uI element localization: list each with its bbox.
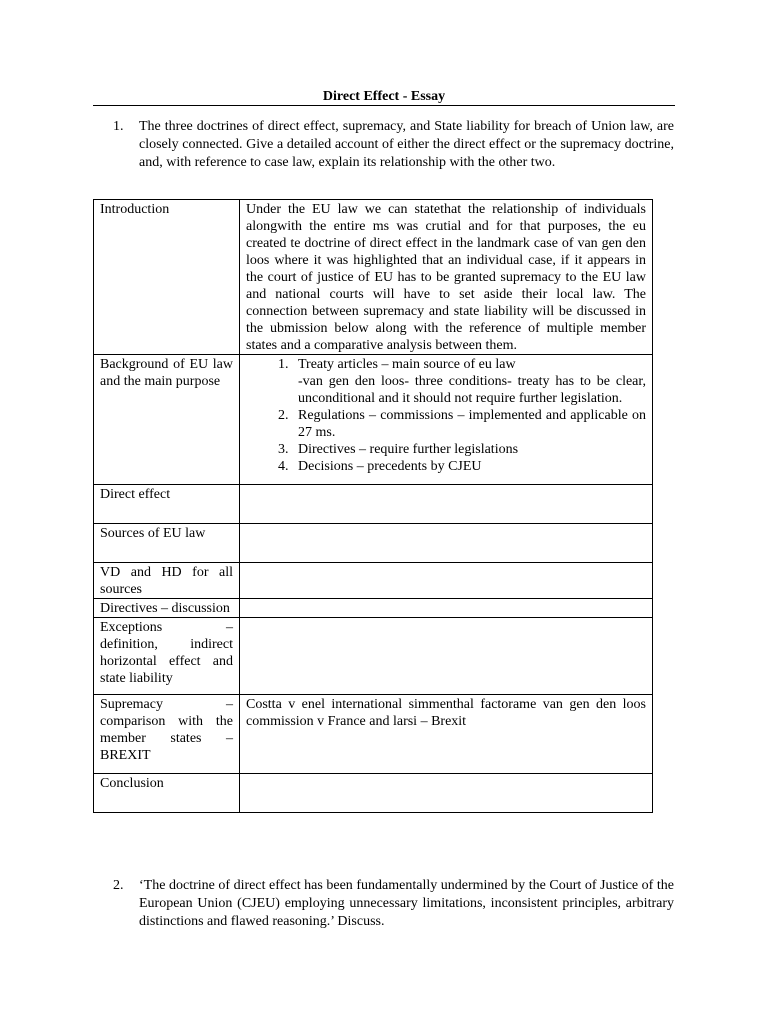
list-item bbox=[292, 407, 646, 441]
row-content bbox=[240, 618, 653, 695]
list-item-subtext: -van gen den loos- three conditions- treaty has to be clear, unconditional and it should not require further legislation. bbox=[298, 374, 646, 406]
list-item-text: Directives – require further legislations bbox=[298, 442, 519, 457]
list-item bbox=[292, 356, 646, 407]
row-content: Under the EU law we can statethat the relationship of individuals alongwith the entire ms was crutial and for that purposes, the eu created te doctrine of direct effect in the landmark case of van gen den loos where it was highlighted that an individual case, if it appears in the court of justice of EU has to be granted supremacy to the EU law and national courts will have to set aside their local law. The connection between supremacy and state liability will be discussed in the ubmission below along with the reference of multiple member states and a comparative analysis between them. bbox=[240, 200, 653, 355]
list-item bbox=[292, 441, 646, 458]
row-label: Background of EU law and the main purpose bbox=[94, 355, 240, 485]
table-row bbox=[94, 599, 653, 618]
table-row bbox=[94, 774, 653, 813]
table-row bbox=[94, 695, 653, 774]
row-label: Exceptions – definition, indirect horizontal effect and state liability bbox=[94, 618, 240, 695]
table-row bbox=[94, 563, 653, 599]
row-label: Sources of EU law bbox=[94, 524, 240, 563]
row-label: Conclusion bbox=[94, 774, 240, 813]
question-2-number: 2. bbox=[113, 878, 124, 893]
table-row bbox=[94, 618, 653, 695]
row-label: Directives – discussion bbox=[94, 599, 240, 618]
row-label: Introduction bbox=[94, 200, 240, 355]
table-row bbox=[94, 485, 653, 524]
question-2-text: ‘The doctrine of direct effect has been fundamentally undermined by the Court of Justice of the European Union (CJEU) employing unnecessary limitations, inconsistent principles, arbitrary distinctions and flawed reasoning.’ Discuss. bbox=[139, 878, 674, 929]
question-1 bbox=[113, 118, 674, 172]
sources-list bbox=[246, 356, 646, 475]
question-2 bbox=[113, 877, 674, 931]
row-label: Direct effect bbox=[94, 485, 240, 524]
list-item-text: Decisions – precedents by CJEU bbox=[298, 459, 482, 474]
row-label: VD and HD for all sources bbox=[94, 563, 240, 599]
question-1-number: 1. bbox=[113, 119, 124, 134]
title-underline bbox=[93, 105, 675, 106]
row-content bbox=[240, 563, 653, 599]
row-content bbox=[240, 524, 653, 563]
row-content bbox=[240, 774, 653, 813]
row-content bbox=[240, 599, 653, 618]
row-content: Costta v enel international simmenthal factorame van gen den loos commission v France and larsi – Brexit bbox=[240, 695, 653, 774]
table-row bbox=[94, 524, 653, 563]
page-title: Direct Effect - Essay bbox=[322, 89, 446, 104]
question-1-text: The three doctrines of direct effect, supremacy, and State liability for breach of Union law, are closely connected. Give a detailed account of either the direct effect or the supremacy doctrine, and, with reference to case law, explain its relationship with the other two. bbox=[139, 119, 674, 170]
table-row bbox=[94, 355, 653, 485]
row-label: Supremacy – comparison with the member states – BREXIT bbox=[94, 695, 240, 774]
table-row bbox=[94, 200, 653, 355]
list-item-text: Regulations – commissions – implemented and applicable on 27 ms. bbox=[298, 408, 646, 440]
row-content bbox=[240, 485, 653, 524]
list-item-text: Treaty articles – main source of eu law bbox=[298, 357, 516, 372]
list-item bbox=[292, 458, 646, 475]
row-content bbox=[240, 355, 653, 485]
essay-plan-table bbox=[93, 199, 653, 813]
